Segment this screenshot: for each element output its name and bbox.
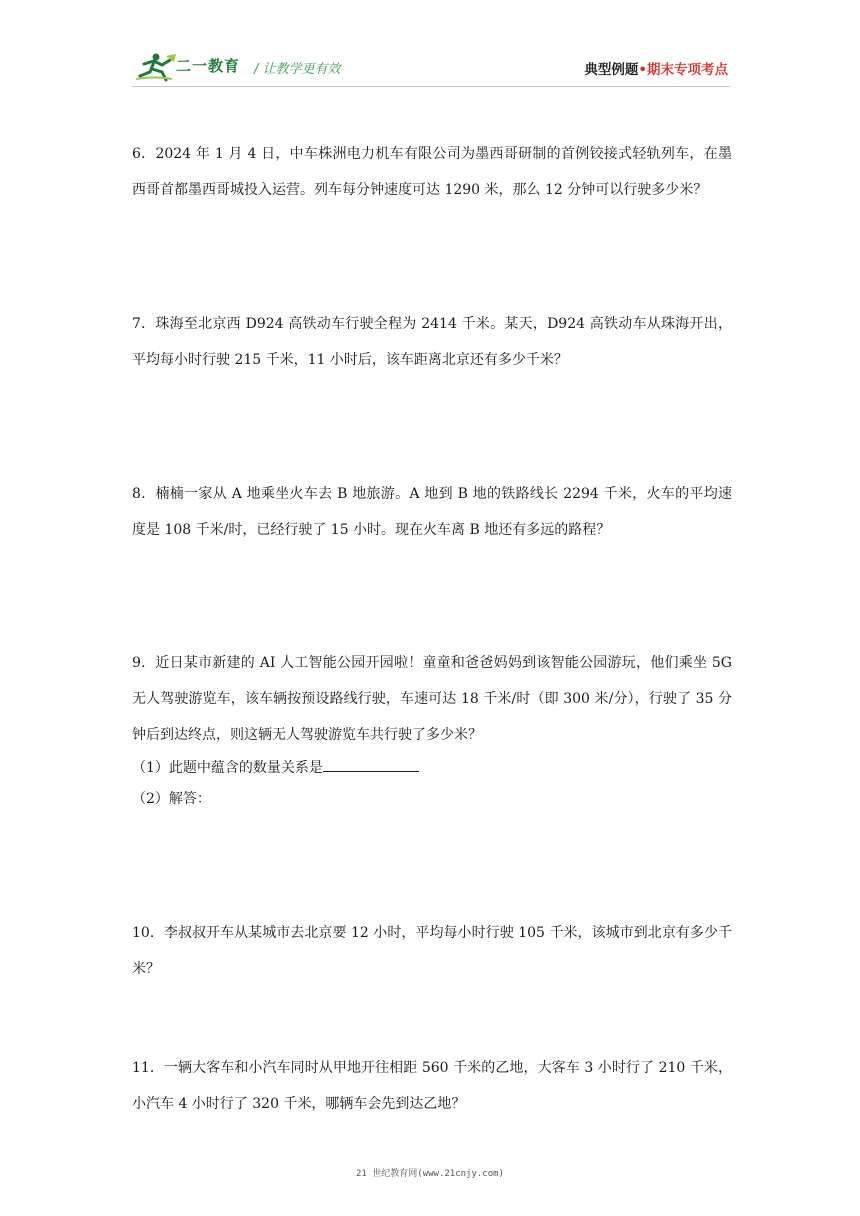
question-text: 10．李叔叔开车从某城市去北京要 12 小时，平均每小时行驶 105 千米，该城市到北京有多少千米？: [132, 925, 732, 977]
sub-question-text: （1）此题中蕴含的数量关系是: [132, 760, 323, 776]
header-divider: [132, 86, 730, 87]
header-tag-main: 典型例题: [584, 62, 639, 78]
question-text: 8．楠楠一家从 A 地乘坐火车去 B 地旅游。A 地到 B 地的铁路线长 2294 千米，火车的平均速度是 108 千米/时，已经行驶了 15 小时。现在火车离 B 地还有多远的路程？: [132, 486, 732, 538]
question-9-sub-2: （2）解答：: [132, 791, 211, 807]
question-text: 9．近日某市新建的 AI 人工智能公园开园啦！童童和爸爸妈妈到该智能公园游玩，他们乘坐 5G 无人驾驶游览车，该车辆按预设路线行驶，车速可达 18 千米/时（即 300 米/分），行驶了 35 分钟后到达终点，则这辆无人驾驶游览车共行驶了多少米？: [132, 655, 732, 743]
page-header: [0, 0, 860, 100]
logo-text: 二一教育: [176, 57, 241, 75]
question-9-sub-1: [132, 753, 732, 784]
header-tag: [584, 58, 728, 78]
answer-blank[interactable]: [323, 757, 419, 772]
header-slogan: / 让教学更有效: [254, 62, 341, 77]
question-10: [132, 915, 732, 987]
question-7: [132, 306, 732, 378]
question-text: 6．2024 年 1 月 4 日，中车株洲电力机车有限公司为墨西哥研制的首例铰接式轻轨列车，在墨西哥首都墨西哥城投入运营。列车每分钟速度可达 1290 米，那么 12 分钟可以行驶多少米？: [132, 146, 732, 198]
page-footer: 21 世纪教育网(www.21cnjy.com): [356, 1169, 504, 1179]
question-8: [132, 476, 732, 548]
question-9: [132, 645, 732, 815]
header-tag-separator: •: [638, 62, 647, 78]
question-11: [132, 1050, 732, 1122]
question-text: 7．珠海至北京西 D924 高铁动车行驶全程为 2414 千米。某天，D924 高铁动车从珠海开出，平均每小时行驶 215 千米，11 小时后，该车距离北京还有多少千米？: [132, 316, 732, 368]
question-text: 11．一辆大客车和小汽车同时从甲地开往相距 560 千米的乙地，大客车 3 小时行了 210 千米，小汽车 4 小时行了 320 千米，哪辆车会先到达乙地？: [132, 1060, 732, 1112]
header-tag-accent: 期末专项考点: [647, 62, 728, 78]
question-6: [132, 136, 732, 208]
